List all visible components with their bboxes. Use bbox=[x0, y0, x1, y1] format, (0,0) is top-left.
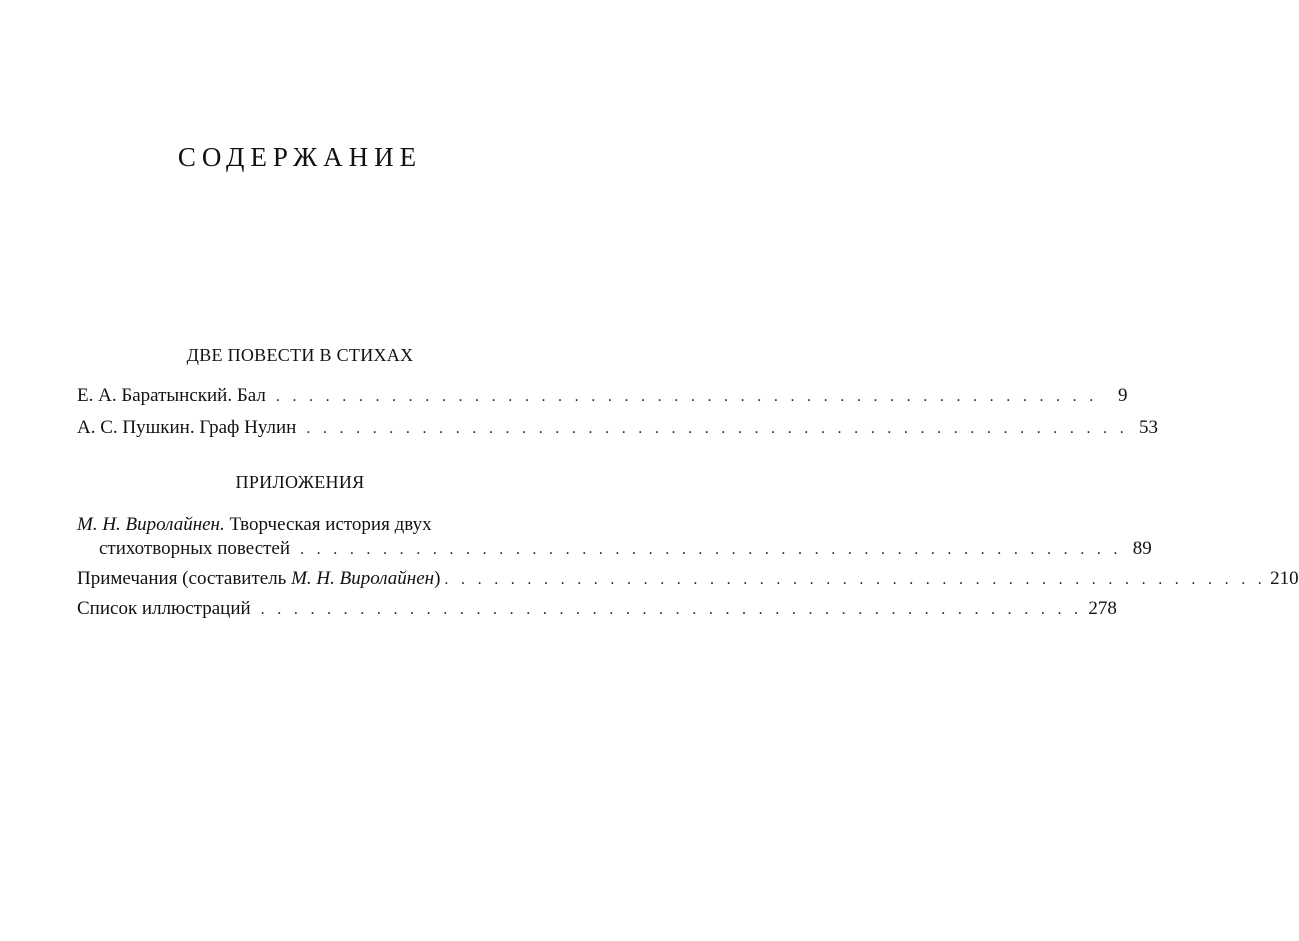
dot-leader: . . . . . . . . . . . . . . . . . . . . . . . . . . . . . . . . . . . . . . . . . . . . . . . . . . bbox=[275, 388, 1098, 405]
dot-leader: . . . . . . . . . . . . . . . . . . . . . . . . . . . . . . . . . . . . . . . . . . . . . . . . . . bbox=[300, 541, 1122, 558]
toc-entry-title-line2: стихотворных повестей bbox=[99, 538, 291, 559]
toc-entry-page: 210 bbox=[1270, 568, 1299, 589]
toc-entry-text-after: ) bbox=[434, 568, 441, 589]
toc-entry-baratynsky-bal[interactable] bbox=[77, 384, 1128, 409]
toc-entry-notes[interactable] bbox=[77, 567, 1299, 592]
toc-entry-page: 89 bbox=[1132, 538, 1152, 559]
section-heading-appendices: ПРИЛОЖЕНИЯ bbox=[235, 472, 365, 492]
toc-entry-title bbox=[77, 567, 440, 591]
toc-entry-creative-history[interactable] bbox=[77, 513, 1152, 562]
toc-entry-page: 53 bbox=[1139, 417, 1159, 438]
toc-entry-pushkin-graf-nulin[interactable] bbox=[77, 416, 1159, 441]
page-title: СОДЕРЖАНИЕ bbox=[177, 142, 423, 172]
toc-entry-title-line1: Творческая история двух bbox=[224, 514, 432, 535]
toc-entry-title: Е. А. Баратынский. Бал bbox=[77, 385, 266, 406]
toc-entry-illustrations[interactable] bbox=[77, 597, 1117, 622]
toc-entry-author: М. Н. Виролайнен. bbox=[77, 514, 225, 535]
toc-entry-title: А. С. Пушкин. Граф Нулин bbox=[77, 417, 297, 438]
section-heading-two-tales: ДВЕ ПОВЕСТИ В СТИХАХ bbox=[186, 345, 414, 365]
dot-leader: . . . . . . . . . . . . . . . . . . . . . . . . . . . . . . . . . . . . . . . . . . . . . . . . . . bbox=[444, 571, 1267, 588]
toc-entry-title: Список иллюстраций bbox=[77, 598, 251, 619]
dot-leader: . . . . . . . . . . . . . . . . . . . . . . . . . . . . . . . . . . . . . . . . . . . . . . . . . . bbox=[306, 420, 1129, 437]
toc-entry-page: 9 bbox=[1118, 385, 1128, 406]
dot-leader: . . . . . . . . . . . . . . . . . . . . . . . . . . . . . . . . . . . . . . . . . . . . . . . . . . bbox=[260, 601, 1083, 618]
toc-entry-text-before: Примечания (составитель bbox=[77, 568, 292, 589]
toc-entry-author: М. Н. Виролайнен bbox=[291, 568, 435, 589]
toc-entry-page: 278 bbox=[1088, 598, 1117, 619]
